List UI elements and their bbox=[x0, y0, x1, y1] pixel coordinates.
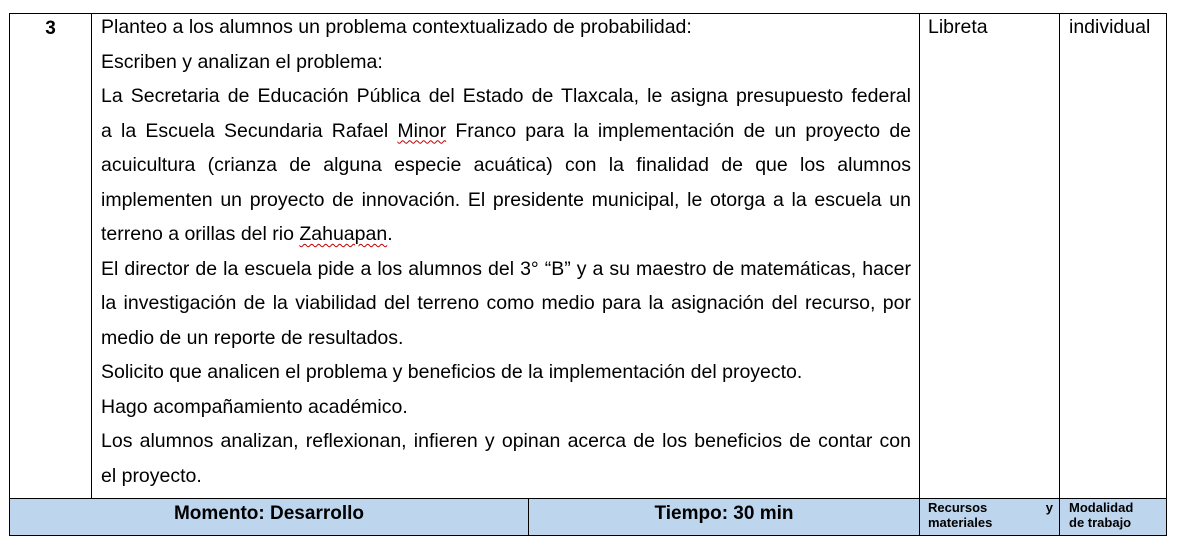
activity-row bbox=[9, 13, 1167, 498]
text-line: el proyecto. bbox=[101, 464, 202, 487]
text-line: acuicultura (crianza de alguna especie acuática) con la finalidad de que los alumnos bbox=[101, 154, 911, 176]
moment-label: Momento: Desarrollo bbox=[10, 499, 529, 535]
activity-number: 3 bbox=[10, 14, 92, 498]
spellcheck-word: Minor bbox=[397, 119, 447, 142]
modality-value: individual bbox=[1069, 16, 1151, 38]
resources-header: Recursos y materiales bbox=[920, 499, 1060, 535]
text-line: Escriben y analizan el problema: bbox=[101, 50, 383, 73]
text-line: terreno a orillas del rio Zahuapan. bbox=[101, 223, 393, 245]
text-line: a la Escuela Secundaria Rafael Minor Franco para la implementación de un proyecto de bbox=[101, 119, 912, 142]
modality-header: Modalidad de trabajo bbox=[1069, 500, 1134, 530]
text-line: El director de la escuela pide a los alumnos del 3° “B” y a su maestro de matemáticas, hacer bbox=[101, 257, 911, 280]
text-line: La Secretaria de Educación Pública del Estado de Tlaxcala, le asigna presupuesto federal bbox=[101, 85, 911, 107]
spellcheck-word: Zahuapan bbox=[299, 223, 388, 245]
modality-cell bbox=[1060, 14, 1168, 498]
text-line: Planteo a los alumnos un problema contextualizado de probabilidad: bbox=[101, 16, 692, 38]
time-label: Tiempo: 30 min bbox=[529, 499, 920, 535]
text-line: Los alumnos analizan, reflexionan, infieren y opinan acerca de los beneficios de contar con bbox=[101, 430, 911, 452]
text-line: la investigación de la viabilidad del terreno como medio para la asignación del recurso, por bbox=[101, 292, 911, 314]
section-header-band bbox=[9, 498, 1167, 536]
activity-description bbox=[92, 14, 920, 498]
resources-cell bbox=[920, 14, 1060, 498]
text-line: Hago acompañamiento académico. bbox=[101, 395, 408, 418]
text-line: Solicito que analicen el problema y beneficios de la implementación del proyecto. bbox=[101, 361, 803, 383]
activity-table bbox=[9, 13, 1167, 536]
resources-value: Libreta bbox=[928, 16, 988, 38]
text-line: medio de un reporte de resultados. bbox=[101, 326, 404, 349]
text-line: implementen un proyecto de innovación. El presidente municipal, le otorga a la escuela un bbox=[101, 188, 911, 211]
